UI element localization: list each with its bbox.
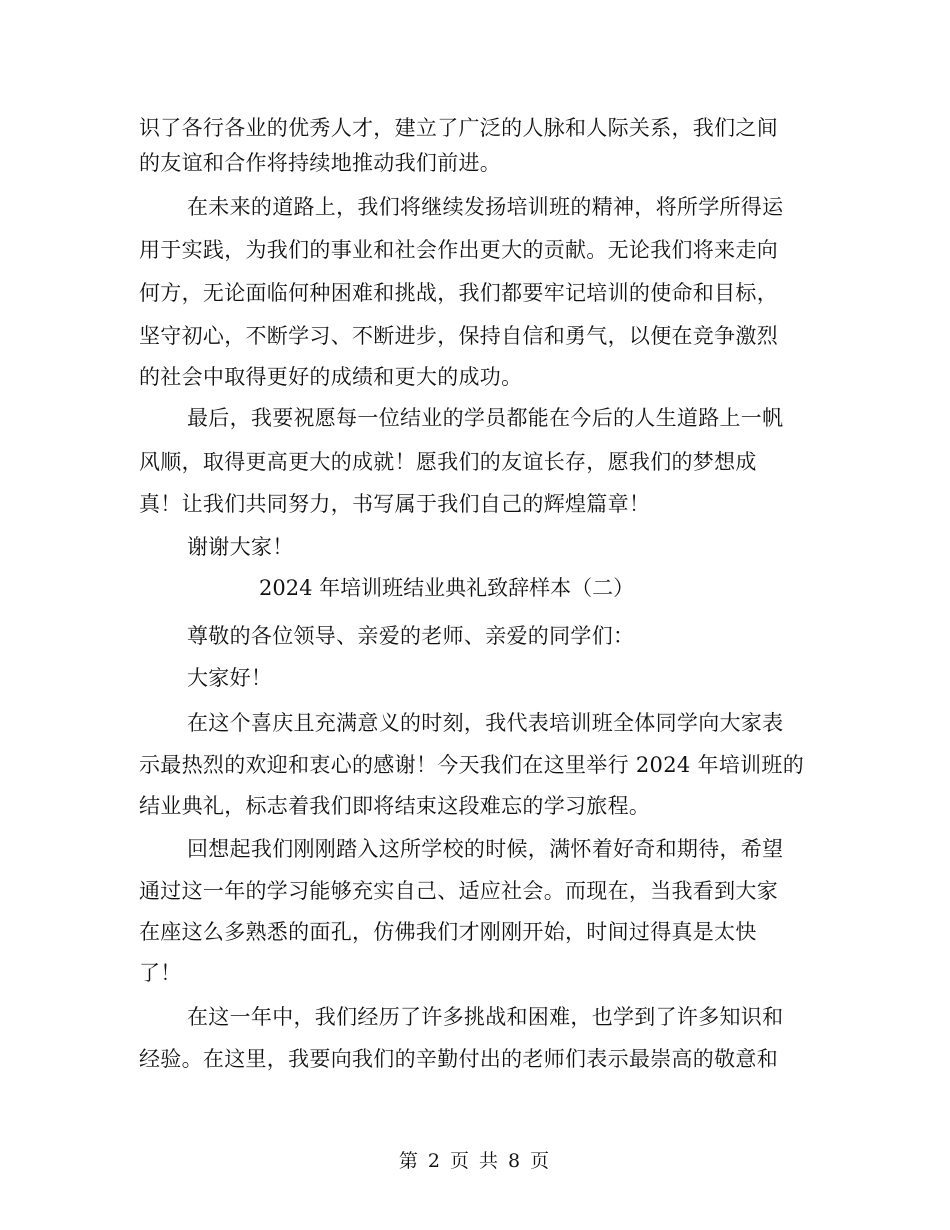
- page-number-footer: 第 2 页 共 8 页: [398, 1150, 552, 1172]
- salutation: 尊敬的各位领导、亲爱的老师、亲爱的同学们：: [187, 624, 635, 648]
- text-line: 的社会中取得更好的成绩和更大的成功。: [139, 365, 523, 389]
- text-line: 在未来的道路上，我们将继续发扬培训班的精神，将所学所得运: [187, 195, 784, 219]
- text-line: 风顺，取得更高更大的成就！愿我们的友谊长存，愿我们的梦想成: [139, 450, 757, 474]
- section-title: 2024 年培训班结业典礼致辞样本（二）: [259, 576, 635, 600]
- text-line: 在这个喜庆且充满意义的时刻，我代表培训班全体同学向大家表: [187, 711, 784, 735]
- text-line: 坚守初心，不断学习、不断进步，保持自信和勇气，以便在竞争激烈: [139, 324, 778, 348]
- text-line: 真！让我们共同努力，书写属于我们自己的辉煌篇章！: [139, 492, 651, 516]
- text-line: 识了各行各业的优秀人才，建立了广泛的人脉和人际关系，我们之间: [139, 116, 778, 140]
- text-line: 结业典礼，标志着我们即将结束这段难忘的学习旅程。: [139, 794, 651, 818]
- text-line: 了！: [139, 961, 182, 985]
- text-line: 示最热烈的欢迎和衷心的感谢！今天我们在这里举行 2024 年培训班的: [139, 753, 804, 777]
- greeting: 大家好！: [187, 666, 273, 690]
- text-line: 谢谢大家！: [187, 535, 294, 559]
- text-line: 在座这么多熟悉的面孔，仿佛我们才刚刚开始，时间过得真是太快: [139, 920, 757, 944]
- text-line: 的友谊和合作将持续地推动我们前进。: [139, 151, 502, 175]
- text-line: 通过这一年的学习能够充实自己、适应社会。而现在，当我看到大家: [139, 879, 778, 903]
- text-line: 最后，我要祝愿每一位结业的学员都能在今后的人生道路上一帆: [187, 406, 784, 430]
- text-line: 何方，无论面临何种困难和挑战，我们都要牢记培训的使命和目标，: [139, 281, 778, 305]
- text-line: 经验。在这里，我要向我们的辛勤付出的老师们表示最崇高的敬意和: [139, 1047, 778, 1071]
- text-line: 回想起我们刚刚踏入这所学校的时候，满怀着好奇和期待，希望: [187, 837, 784, 861]
- text-line: 在这一年中，我们经历了许多挑战和困难，也学到了许多知识和: [187, 1005, 784, 1029]
- text-line: 用于实践，为我们的事业和社会作出更大的贡献。无论我们将来走向: [139, 238, 778, 262]
